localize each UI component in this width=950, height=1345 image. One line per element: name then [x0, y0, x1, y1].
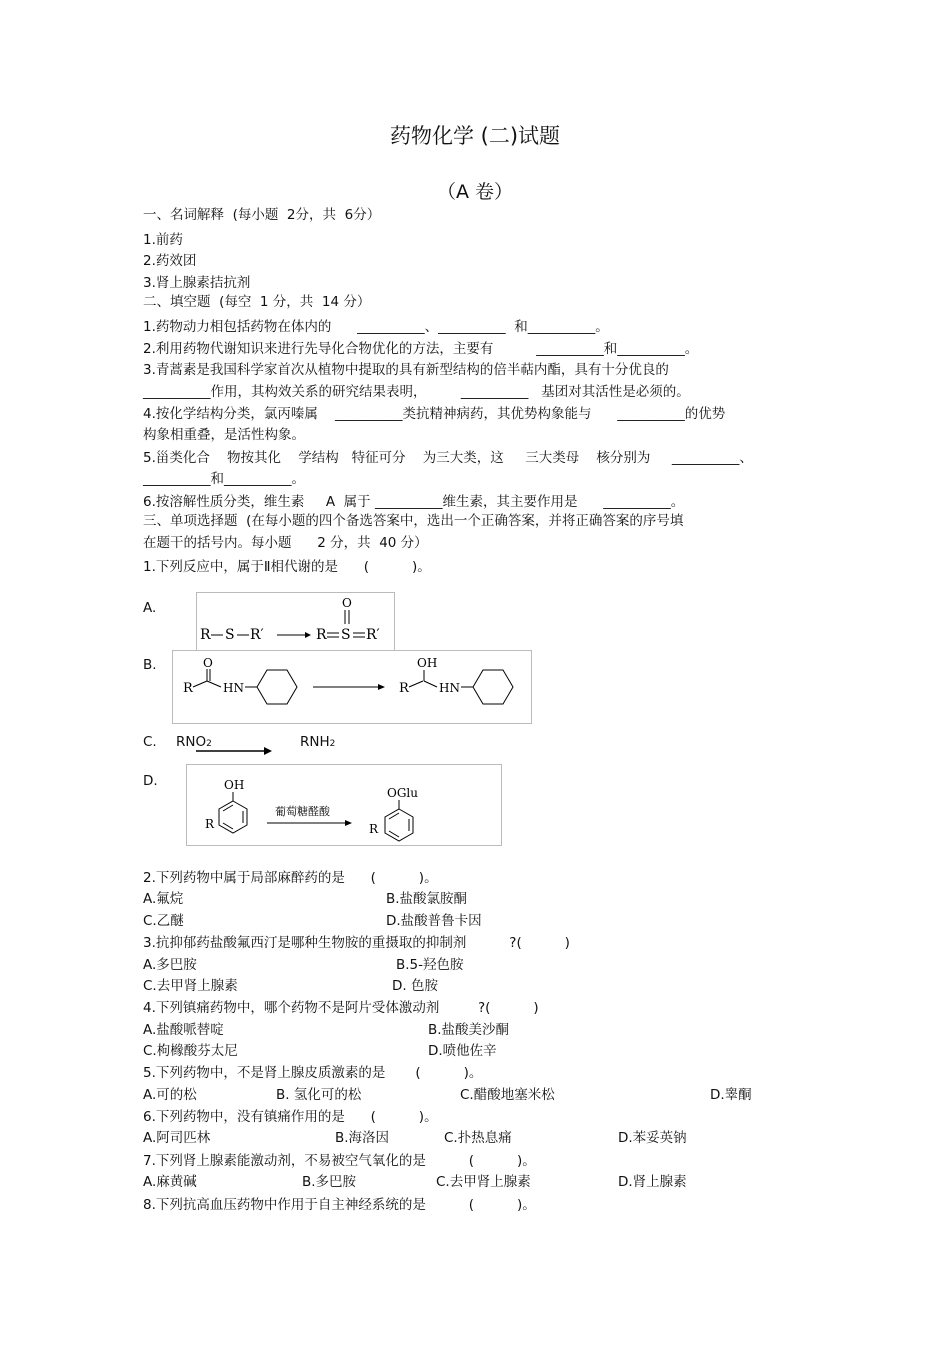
option: B.盐酸美沙酮: [428, 1022, 510, 1038]
option: C.去甲肾上腺素: [143, 978, 238, 994]
option: A.多巴胺: [143, 957, 197, 973]
atom-label: HN: [439, 681, 460, 695]
option: D.喷他佐辛: [428, 1043, 497, 1059]
option: A.盐酸哌替啶: [143, 1022, 224, 1038]
reaction-c-arrow: [196, 745, 276, 757]
question-stem: 1.下列反应中，属于Ⅱ相代谢的是 ( )。: [143, 559, 431, 575]
fill-question: __________和__________。: [143, 471, 305, 487]
question-stem: 6.下列药物中，没有镇痛作用的是 ( )。: [143, 1109, 438, 1125]
atom-label: O: [342, 596, 352, 610]
reaction-b-figure: [172, 650, 532, 724]
atom-label: OH: [224, 778, 245, 792]
option-d-label: D.: [143, 773, 158, 789]
option-a-label: A.: [143, 600, 157, 616]
option: A.氟烷: [143, 891, 184, 907]
atom-label: R: [316, 627, 327, 643]
reaction-a-figure: [196, 592, 395, 652]
section-heading-2: 二、填空题 (每空 1 分，共 14 分）: [143, 294, 371, 310]
fill-question: 3.青蒿素是我国科学家首次从植物中提取的具有新型结构的倍半萜内酯，具有十分优良的: [143, 362, 669, 378]
question-stem: 3.抗抑郁药盐酸氟西汀是哪种生物胺的重摄取的抑制剂 ?( ): [143, 935, 570, 951]
option: D.睾酮: [710, 1087, 752, 1103]
question-stem: 8.下列抗高血压药物中作用于自主神经系统的是 ( )。: [143, 1197, 536, 1213]
reagent-label: 葡萄糖醛酸: [275, 805, 330, 818]
atom-label: OGlu: [387, 786, 418, 800]
atom-label: R: [205, 817, 215, 831]
option: D.盐酸普鲁卡因: [386, 913, 482, 929]
option: B.海洛因: [335, 1130, 390, 1146]
option: C.扑热息痛: [444, 1130, 512, 1146]
option-b-label: B.: [143, 657, 157, 673]
section-heading-3: 三、单项选择题 (在每小题的四个备选答案中，选出一个正确答案，并将正确答案的序号填: [143, 513, 684, 529]
atom-label: HN: [223, 681, 244, 695]
reaction-d-figure: [186, 764, 502, 846]
option-c-label: C.: [143, 734, 157, 750]
reaction-c-product: RNH2: [300, 734, 336, 750]
section-heading-1: 一、名词解释 (每小题 2分，共 6分）: [143, 207, 381, 223]
option: C.醋酸地塞米松: [460, 1087, 555, 1103]
question-stem: 4.下列镇痛药物中，哪个药物不是阿片受体激动剂 ?( ): [143, 1000, 539, 1016]
atom-label: OH: [417, 656, 438, 670]
page-title: 药物化学 (二)试题: [389, 124, 561, 148]
reaction-c-reactant: RNO2: [176, 734, 212, 750]
fill-question: 4.按化学结构分类，氯丙嗪属 __________类抗精神病药，其优势构象能与 __________的优势: [143, 406, 726, 422]
atom-label: S: [341, 627, 351, 643]
question-stem: 2.下列药物中属于局部麻醉药的是 ( )。: [143, 870, 438, 886]
option: A.可的松: [143, 1087, 197, 1103]
option: C.去甲肾上腺素: [436, 1174, 531, 1190]
term-item: 2.药效团: [143, 253, 197, 269]
option: A.阿司匹林: [143, 1130, 211, 1146]
option: B. 氢化可的松: [276, 1087, 362, 1103]
question-stem: 5.下列药物中，不是肾上腺皮质激素的是 ( )。: [143, 1065, 483, 1081]
option: B.5-羟色胺: [396, 957, 464, 973]
fill-question: 2.利用药物代谢知识来进行先导化合物优化的方法，主要有 __________和__________。: [143, 341, 699, 357]
atom-label: R: [183, 681, 193, 696]
question-stem: 7.下列肾上腺素能激动剂，不易被空气氧化的是 ( )。: [143, 1153, 536, 1169]
fill-question: 6.按溶解性质分类，维生素 A 属于 __________维生素，其主要作用是 __________。: [143, 494, 685, 510]
section-heading-3-cont: 在题干的括号内。每小题 2 分，共 40 分）: [143, 535, 428, 551]
option: B.多巴胺: [302, 1174, 357, 1190]
term-item: 1.前药: [143, 232, 183, 248]
option: D. 色胺: [392, 978, 438, 994]
atom-label: R: [200, 627, 211, 643]
fill-question: 1.药物动力相包括药物在体内的 __________、__________ 和__________。: [143, 319, 609, 335]
term-item: 3.肾上腺素拮抗剂: [143, 275, 251, 291]
option: A.麻黄碱: [143, 1174, 197, 1190]
fill-question: 5.甾类化合 物按其化 学结构 特征可分 为三大类，这 三大类母 核分别为 __________、: [143, 450, 753, 466]
atom-label: R′: [366, 627, 380, 643]
option: D.苯妥英钠: [618, 1130, 687, 1146]
atom-label: O: [203, 656, 213, 670]
atom-label: R′: [250, 627, 264, 643]
option: C.乙醚: [143, 913, 184, 929]
option: D.肾上腺素: [618, 1174, 687, 1190]
option: B.盐酸氯胺酮: [386, 891, 468, 907]
option: C.枸橼酸芬太尼: [143, 1043, 238, 1059]
page-subtitle: （A 卷）: [436, 181, 514, 203]
atom-label: S: [225, 627, 235, 643]
fill-question: 构象相重叠，是活性构象。: [143, 427, 305, 443]
atom-label: R: [399, 681, 409, 696]
atom-label: R: [369, 822, 379, 836]
fill-question: __________作用，其构效关系的研究结果表明， __________ 基团对其活性是必须的。: [143, 384, 690, 400]
